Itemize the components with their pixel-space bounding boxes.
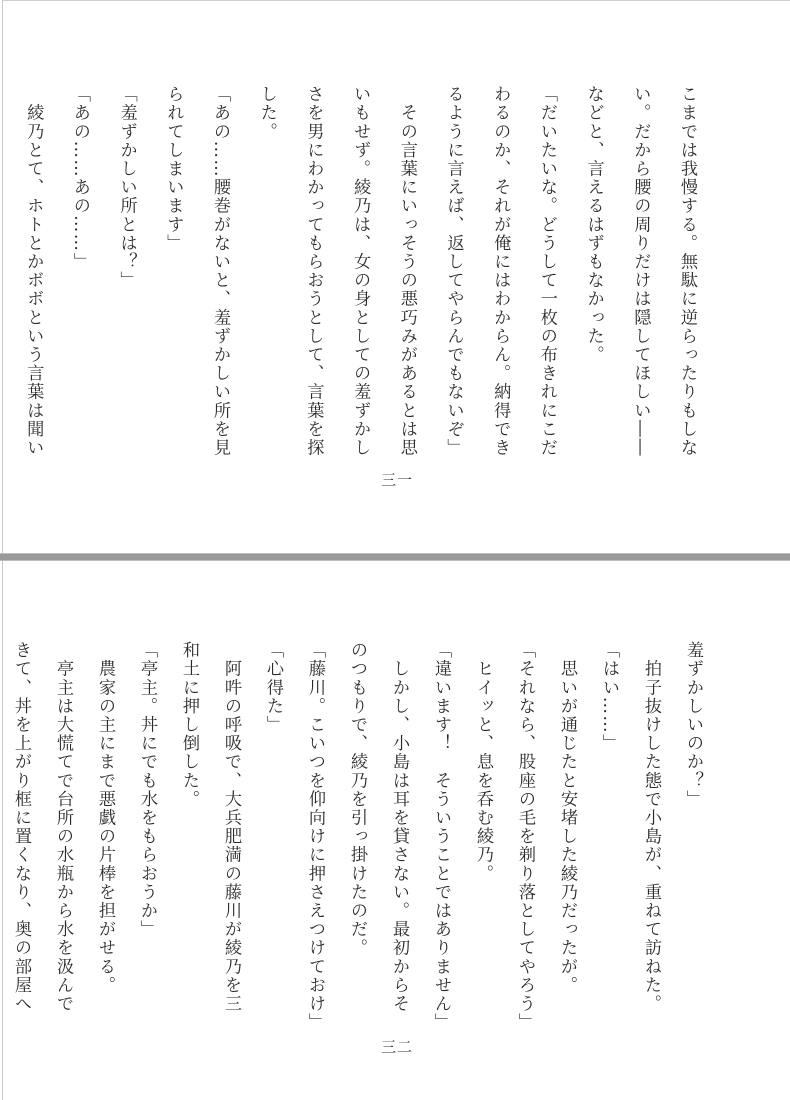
text-column: 「違います！ そういうことではありません」: [431, 641, 451, 1032]
text-column: こまでは我慢する。無駄に逆らったりもしな: [677, 85, 697, 457]
text-column: ヒイッと、息を呑む綾乃。: [473, 641, 493, 883]
text-column: 農家の主にまで悪戯の片棒を担がせる。: [95, 641, 115, 995]
page-separator: [0, 553, 790, 561]
text-column: い。だから腰の周りだけは隠してほしい――: [630, 85, 651, 457]
text-column: 「はい……」: [599, 641, 619, 753]
text-column: その言葉にいっそうの悪巧みがあるとは思: [396, 85, 417, 457]
page-number: 三一: [380, 471, 413, 489]
text-column: 「それなら、股座の毛を剃り落としてやろう」: [515, 641, 535, 1032]
text-column: きて、丼を上がり框に置くなり、奥の部屋へ: [11, 641, 31, 1013]
text-column: 羞ずかしいのか？」: [683, 641, 703, 809]
text-column: 亭主は大慌てで台所の水瓶から水を汲んで: [53, 641, 73, 1013]
text-column: した。: [256, 85, 277, 141]
text-column: のつもりで、綾乃を引っ掛けたのだ。: [347, 641, 367, 958]
text-column: しかし、小島は耳を貸さない。最初からそ: [389, 641, 409, 1013]
text-column: 思いが通じたと安堵した綾乃だったが。: [557, 641, 577, 995]
text-column: 「羞ずかしい所とは？」: [116, 85, 137, 290]
page-31: [2, 0, 790, 553]
text-column: 「心得た」: [263, 641, 283, 734]
text-column: られてしまいます」: [163, 85, 184, 253]
text-column: 「あの……あの……」: [69, 85, 90, 271]
text-column: 綾乃とて、ホトとかボボという言葉は聞い: [23, 85, 44, 457]
text-column: 「亭主。丼にでも水をもらおうか」: [137, 641, 157, 939]
text-column: いもせず。綾乃は、女の身としての羞ずかし: [350, 85, 371, 457]
text-column: などと、言えるはずもなかった。: [583, 85, 604, 364]
page-32: [2, 561, 790, 1100]
text-column: るように言えば、返してやらんでもないぞ」: [443, 85, 464, 457]
page-number: 三二: [380, 1038, 413, 1056]
text-column: さを男にわかってもらおうとして、言葉を探: [303, 85, 324, 457]
text-column: 「あの……腰巻がないと、羞ずかしい所を見: [210, 85, 230, 457]
text-column: 阿吽の呼吸で、大兵肥満の藤川が綾乃を三: [221, 641, 241, 1013]
text-column: 和土に押し倒した。: [179, 641, 199, 809]
text-column: 「だいたいな。どうして一枚の布きれにこだ: [536, 85, 557, 457]
text-column: 拍子抜けした態で小島が、重ねて訪ねた。: [641, 641, 661, 1013]
text-column: わるのか、それが俺にはわからん。納得でき: [490, 85, 511, 457]
text-column: 「藤川。こいつを仰向けに押さえつけておけ」: [305, 641, 325, 1032]
